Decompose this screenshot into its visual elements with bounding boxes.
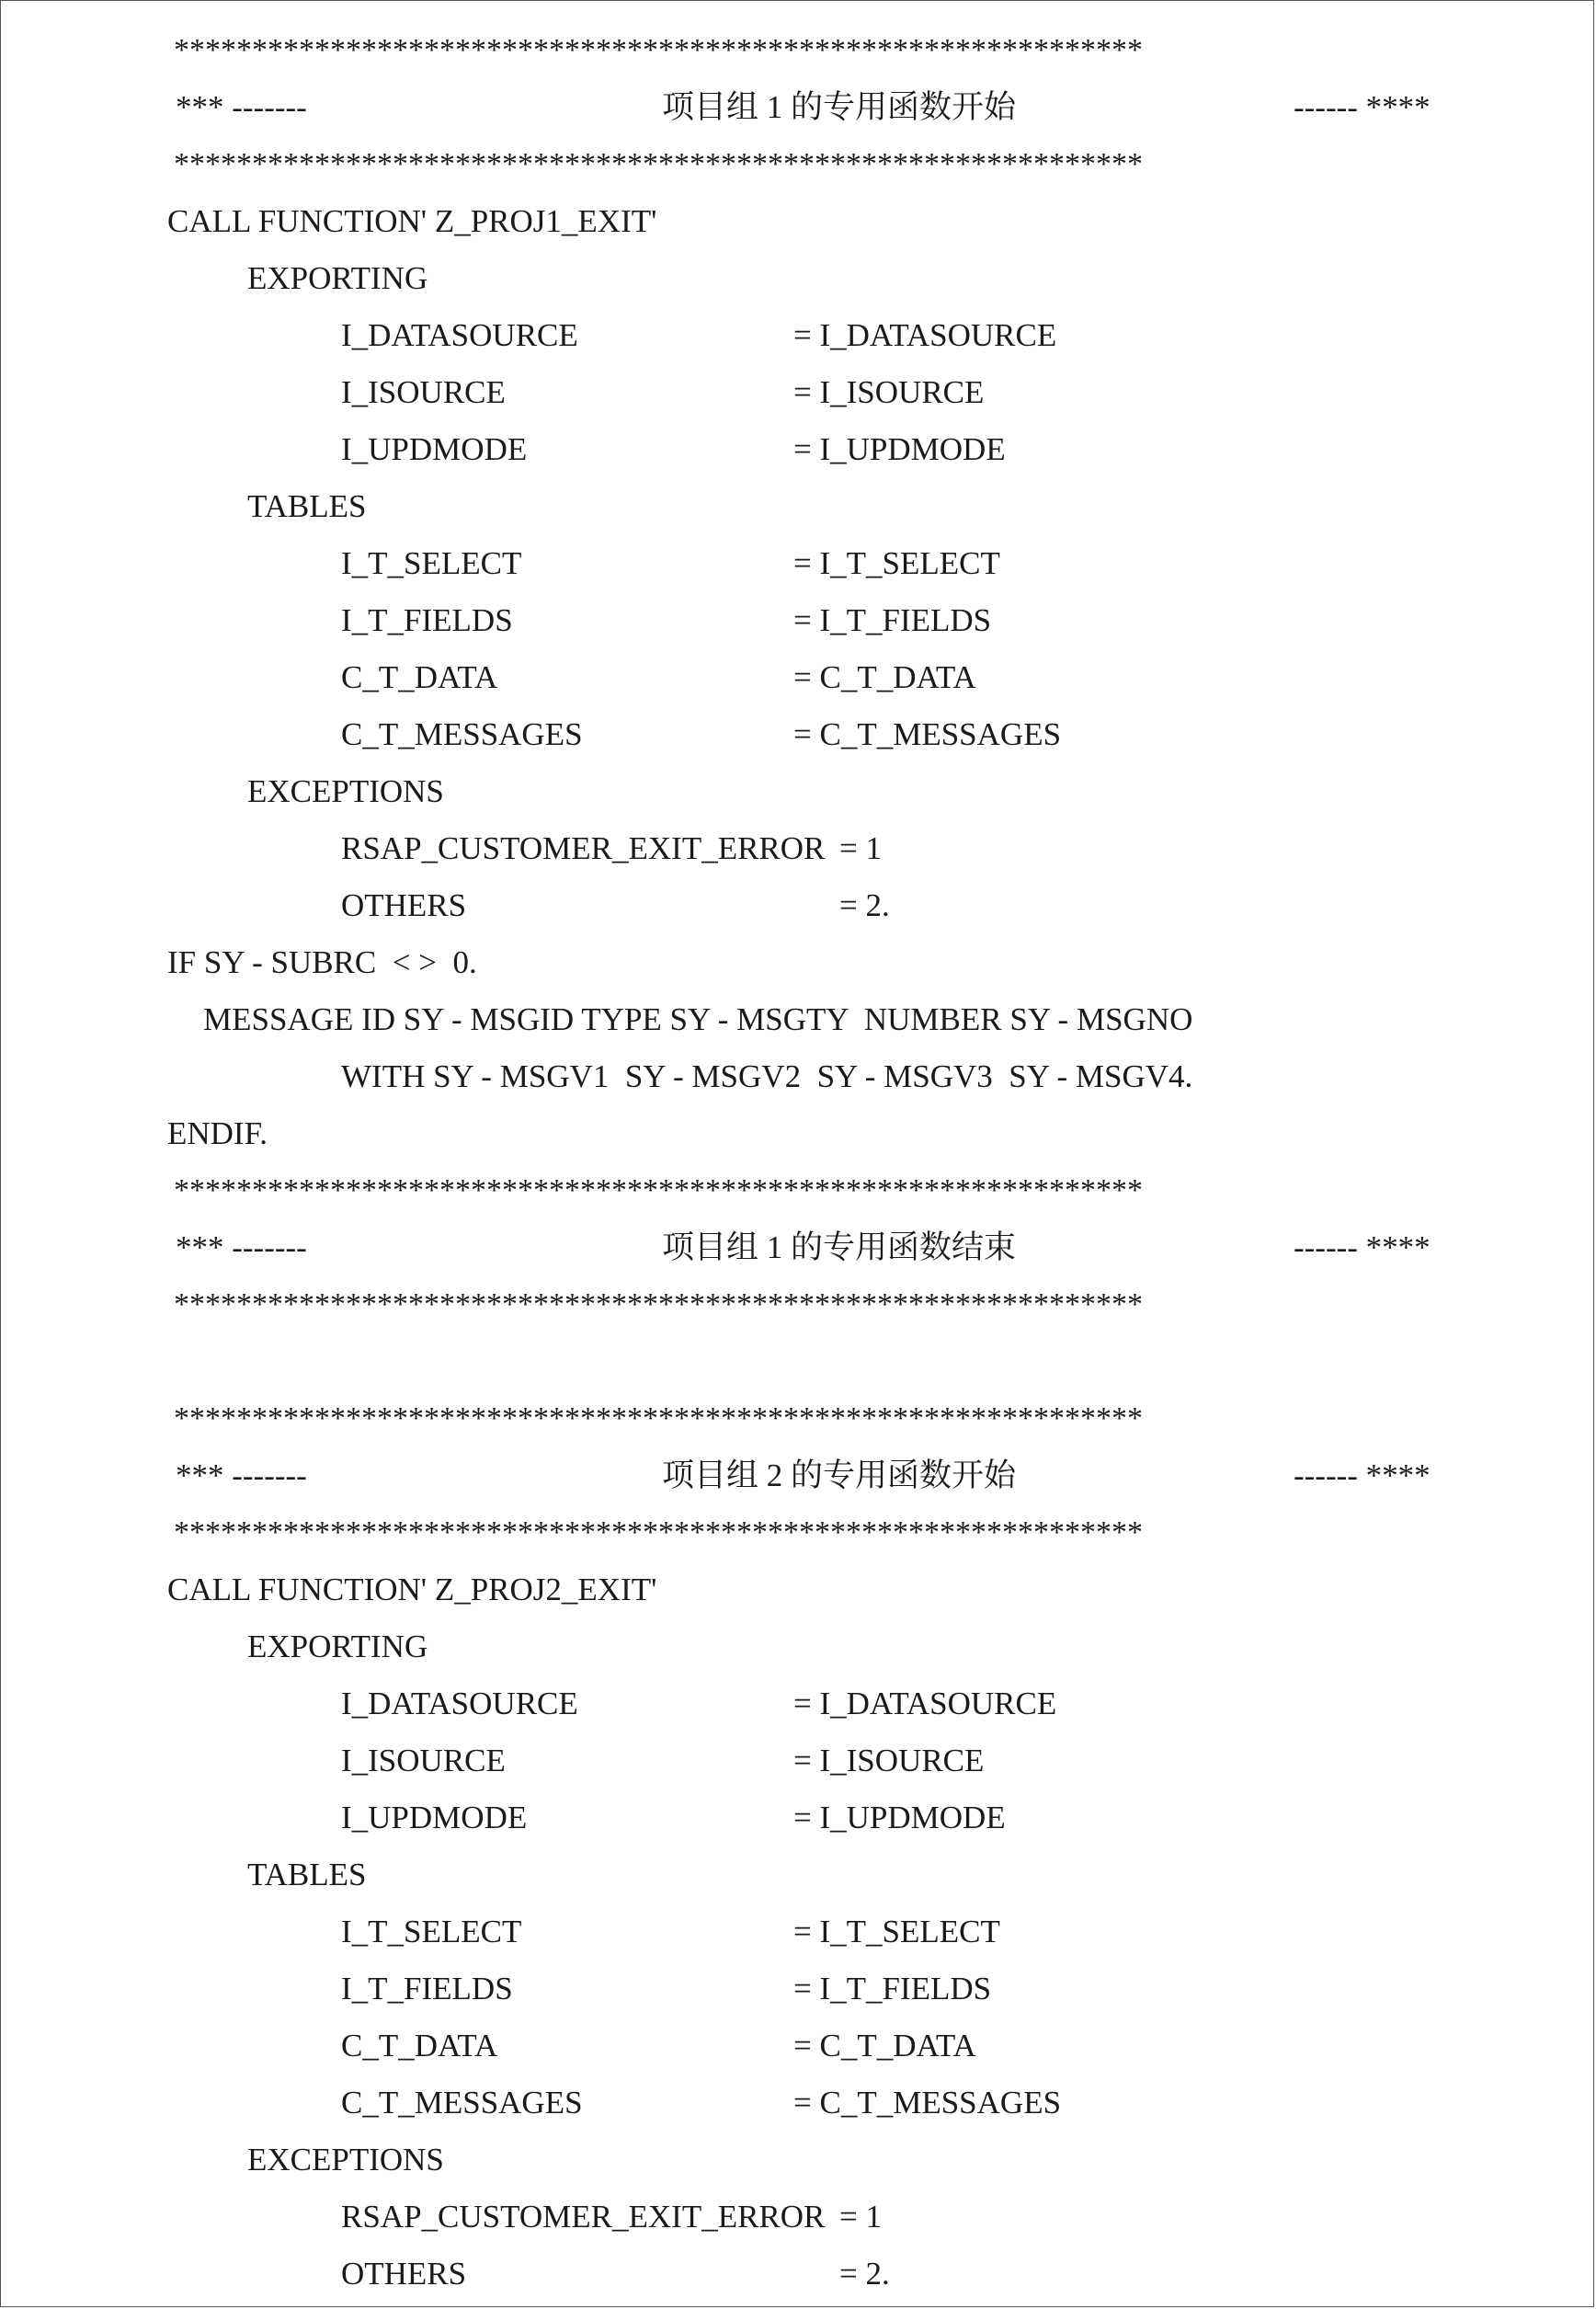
param-name: I_DATASOURCE: [341, 1686, 578, 1721]
param-name: I_ISOURCE: [341, 1743, 506, 1778]
exporting-label: EXPORTING: [247, 260, 428, 296]
with-statement: WITH SY - MSGV1 SY - MSGV2 SY - MSGV3 SY - MSGV4.: [341, 1058, 1193, 1094]
footer-dashes-right: ------ ****: [1294, 1229, 1431, 1265]
param-name: C_T_MESSAGES: [341, 2085, 583, 2120]
param-value: = I_T_SELECT: [793, 1914, 1000, 1949]
param-value: = I_T_FIELDS: [793, 602, 992, 638]
param-value: = 2.: [839, 887, 890, 923]
param-value: = 1: [839, 2199, 882, 2235]
param-name: I_DATASOURCE: [341, 317, 578, 353]
footer-dashes-left: *** -------: [176, 1229, 307, 1265]
param-name: I_ISOURCE: [341, 374, 506, 410]
param-name: I_T_FIELDS: [341, 602, 513, 638]
block2-header-title: 项目组 2 的专用函数开始: [662, 1457, 1017, 1493]
param-value: = C_T_DATA: [793, 2028, 976, 2063]
separator-line: **************************************************************: [174, 147, 1143, 181]
exceptions-label: EXCEPTIONS: [247, 2142, 444, 2178]
param-value: = C_T_DATA: [793, 659, 976, 695]
header-dashes-right: ------ ****: [1294, 1457, 1431, 1493]
param-value: = 1: [839, 830, 882, 866]
separator-line: **************************************************************: [174, 33, 1143, 67]
block1-header-title: 项目组 1 的专用函数开始: [662, 89, 1017, 125]
param-name: I_UPDMODE: [341, 431, 528, 467]
separator-line: **************************************************************: [174, 1401, 1143, 1435]
param-value: = I_UPDMODE: [793, 1800, 1006, 1835]
separator-line: **************************************************************: [174, 1173, 1143, 1207]
param-value: = I_DATASOURCE: [793, 1686, 1057, 1721]
param-name: C_T_DATA: [341, 659, 498, 695]
param-name: RSAP_CUSTOMER_EXIT_ERROR: [341, 2199, 826, 2235]
header-dashes-right: ------ ****: [1294, 89, 1431, 125]
param-name: I_T_SELECT: [341, 545, 522, 581]
param-name: I_T_FIELDS: [341, 1971, 513, 2006]
header-dashes-left: *** -------: [176, 1457, 307, 1493]
param-name: RSAP_CUSTOMER_EXIT_ERROR: [341, 830, 826, 866]
call-function-line: CALL FUNCTION' Z_PROJ2_EXIT': [167, 1572, 657, 1607]
tables-label: TABLES: [247, 488, 367, 524]
param-value: = I_DATASOURCE: [793, 317, 1057, 353]
param-value: = I_ISOURCE: [793, 1743, 985, 1778]
exceptions-label: EXCEPTIONS: [247, 773, 444, 809]
separator-line: **************************************************************: [174, 1287, 1143, 1321]
param-name: C_T_MESSAGES: [341, 716, 583, 752]
param-value: = 2.: [839, 2256, 890, 2292]
param-value: = I_T_FIELDS: [793, 1971, 992, 2006]
param-value: = C_T_MESSAGES: [793, 2085, 1062, 2120]
endif-statement: ENDIF.: [167, 1115, 268, 1151]
block1-footer-title: 项目组 1 的专用函数结束: [662, 1229, 1017, 1265]
param-value: = I_T_SELECT: [793, 545, 1000, 581]
param-name: OTHERS: [341, 2256, 467, 2292]
param-name: I_T_SELECT: [341, 1914, 522, 1949]
exporting-label: EXPORTING: [247, 1629, 428, 1664]
param-value: = I_ISOURCE: [793, 374, 985, 410]
param-value: = I_UPDMODE: [793, 431, 1006, 467]
header-dashes-left: *** -------: [176, 89, 307, 125]
if-statement: IF SY - SUBRC < > 0.: [167, 944, 477, 980]
message-statement: MESSAGE ID SY - MSGID TYPE SY - MSGTY NUMBER SY - MSGNO: [203, 1001, 1193, 1037]
separator-line: **************************************************************: [174, 1515, 1143, 1549]
param-name: I_UPDMODE: [341, 1800, 528, 1835]
param-name: OTHERS: [341, 887, 467, 923]
param-name: C_T_DATA: [341, 2028, 498, 2063]
call-function-line: CALL FUNCTION' Z_PROJ1_EXIT': [167, 203, 657, 239]
tables-label: TABLES: [247, 1857, 367, 1892]
param-value: = C_T_MESSAGES: [793, 716, 1062, 752]
